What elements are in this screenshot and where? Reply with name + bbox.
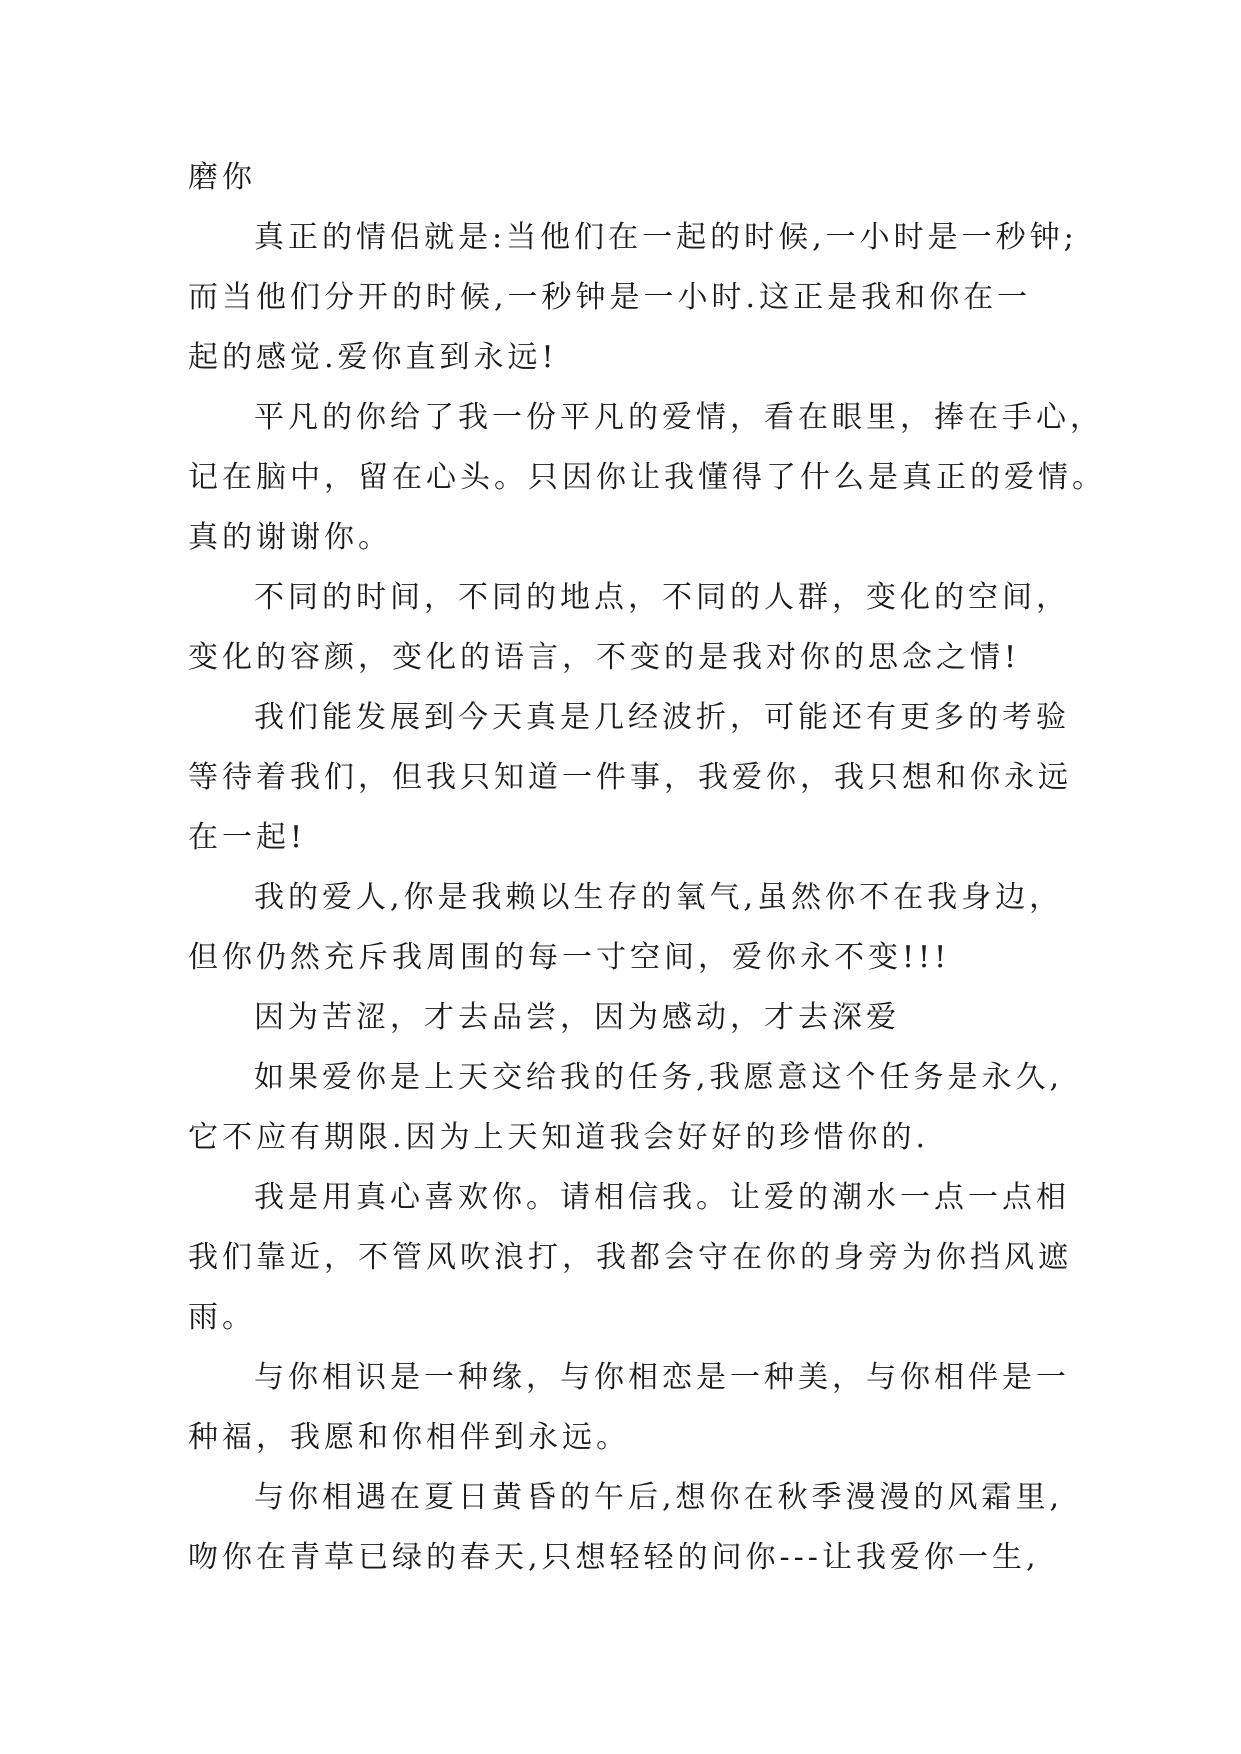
text-line: 我的爱人,你是我赖以生存的氧气,虽然你不在我身边， <box>254 880 1064 915</box>
text-line: 真正的情侣就是:当他们在一起的时候,一小时是一秒钟; <box>254 220 1078 255</box>
paragraph <box>188 1348 1068 1468</box>
text-line: 不同的时间，不同的地点，不同的人群，变化的空间， <box>254 580 1070 615</box>
text-line: 变化的容颜，变化的语言，不变的是我对你的思念之情! <box>188 640 1021 675</box>
text-line: 吻你在青草已绿的春天,只想轻轻的问你---让我爱你一生, <box>188 1540 1040 1575</box>
text-line: 磨你 <box>188 160 256 195</box>
paragraph <box>188 208 1078 388</box>
paragraph <box>188 388 1106 568</box>
paragraph <box>188 1048 1068 1168</box>
text-line: 种福，我愿和你相伴到永远。 <box>188 1420 630 1455</box>
text-line: 等待着我们，但我只知道一件事，我爱你，我只想和你永远 <box>188 760 1072 795</box>
paragraph <box>188 988 1068 1048</box>
paragraph <box>188 1468 1068 1588</box>
paragraph <box>188 568 1068 688</box>
text-line: 记在脑中，留在心头。只因你让我懂得了什么是真正的爱情。 <box>188 460 1106 495</box>
text-line: 与你相遇在夏日黄昏的午后,想你在秋季漫漫的风霜里, <box>254 1480 1064 1515</box>
text-line: 起的感觉.爱你直到永远! <box>188 340 558 375</box>
paragraph <box>188 868 1068 988</box>
text-line: 因为苦涩，才去品尝，因为感动，才去深爱 <box>254 1000 900 1035</box>
paragraph <box>188 1168 1072 1348</box>
text-line: 我们能发展到今天真是几经波折，可能还有更多的考验 <box>254 700 1070 735</box>
document-page <box>188 148 1106 1588</box>
text-line: 雨。 <box>188 1300 256 1335</box>
text-line: 它不应有期限.因为上天知道我会好好的珍惜你的. <box>188 1120 930 1155</box>
text-line: 在一起! <box>188 820 307 855</box>
text-line: 与你相识是一种缘，与你相恋是一种美，与你相伴是一 <box>254 1360 1070 1395</box>
text-line: 真的谢谢你。 <box>188 520 392 555</box>
text-line: 平凡的你给了我一份平凡的爱情，看在眼里，捧在手心， <box>254 400 1104 435</box>
text-line: 我是用真心喜欢你。请相信我。让爱的潮水一点一点相 <box>254 1180 1070 1215</box>
text-line: 我们靠近，不管风吹浪打，我都会守在你的身旁为你挡风遮 <box>188 1240 1072 1275</box>
text-line: 但你仍然充斥我周围的每一寸空间，爱你永不变!!! <box>188 940 951 975</box>
text-line: 如果爱你是上天交给我的任务,我愿意这个任务是永久, <box>254 1060 1064 1095</box>
paragraph-title <box>188 148 1068 208</box>
text-line: 而当他们分开的时候,一秒钟是一小时.这正是我和你在一 <box>188 280 1032 315</box>
paragraph <box>188 688 1072 868</box>
